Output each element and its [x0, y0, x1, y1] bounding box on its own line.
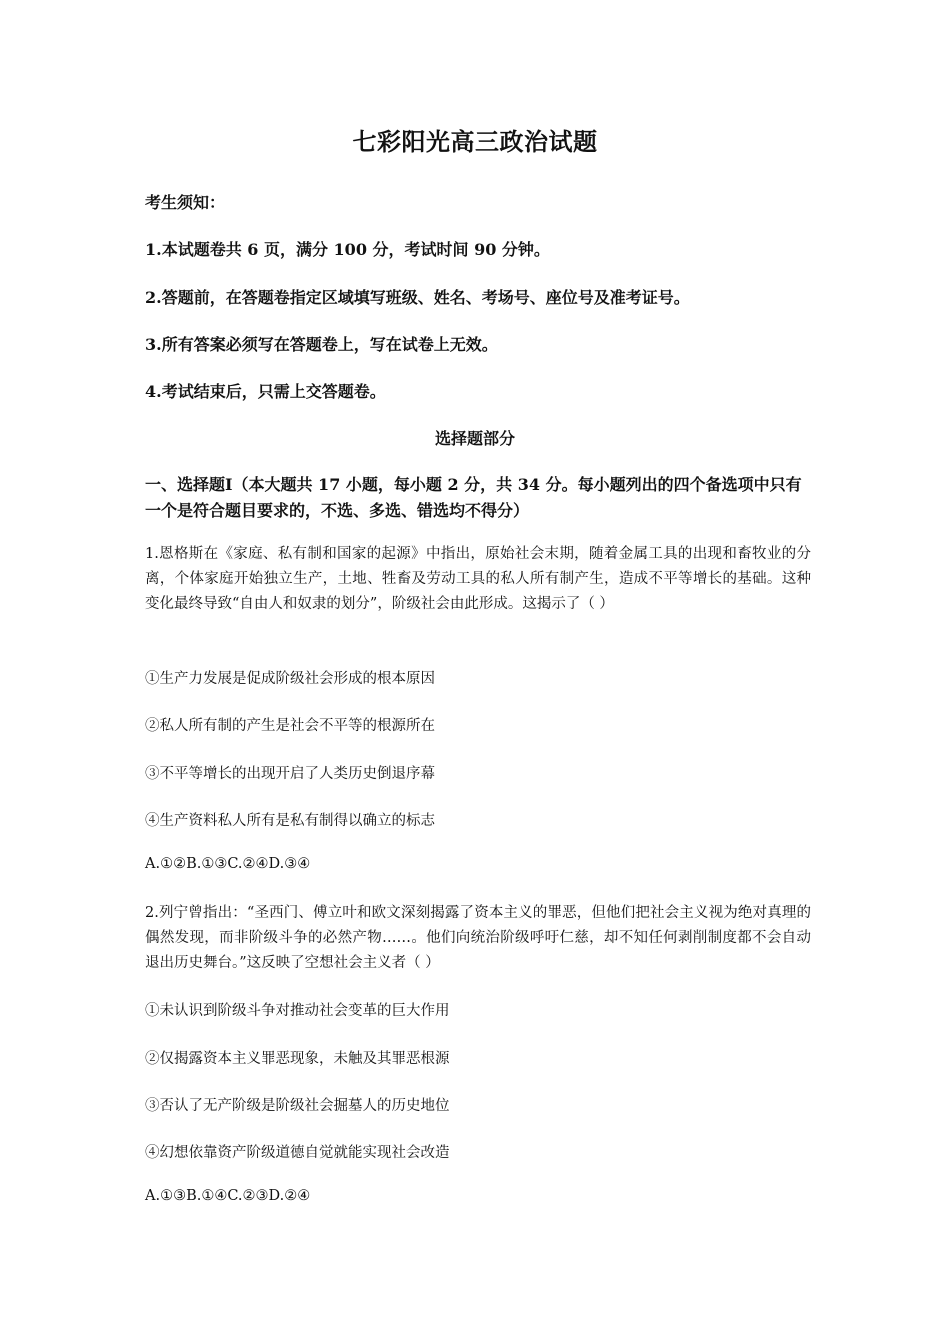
question-stem: 2.列宁曾指出：“圣西门、傅立叶和欧文深刻揭露了资本主义的罪恶，但他们把社会主义视为绝对真理的偶然发现，而非阶级斗争的必然产物……。他们向统治阶级呼吁仁慈，却不知任何剥削制度都不会自动退出历史舞台。”这反映了空想社会主义者（ ）: [145, 905, 811, 971]
question-choices: A.①③B.①④C.②③D.②④: [145, 1188, 311, 1204]
part-heading: 选择题部分: [434, 429, 515, 448]
question-statement: ④幻想依靠资产阶级道德自觉就能实现社会改造: [145, 1145, 450, 1161]
notice-item: 1.本试题卷共 6 页，满分 100 分，考试时间 90 分钟。: [145, 240, 550, 259]
notice-item: 4.考试结束后，只需上交答题卷。: [145, 382, 386, 401]
question-choices: A.①②B.①③C.②④D.③④: [145, 856, 311, 872]
exam-title: 七彩阳光高三政治试题: [352, 127, 598, 156]
question-statement: ②私人所有制的产生是社会不平等的根源所在: [145, 718, 435, 734]
question-statement: ④生产资料私人所有是私有制得以确立的标志: [145, 813, 435, 829]
notice-heading: 考生须知：: [145, 193, 226, 212]
question-statement: ①未认识到阶级斗争对推动社会变革的巨大作用: [145, 1003, 450, 1019]
question-statement: ①生产力发展是促成阶级社会形成的根本原因: [145, 671, 435, 687]
notice-item: 3.所有答案必须写在答题卷上，写在试卷上无效。: [145, 335, 498, 354]
question-statement: ③不平等增长的出现开启了人类历史倒退序幕: [145, 766, 435, 782]
question-stem: 1.恩格斯在《家庭、私有制和国家的起源》中指出，原始社会末期，随着金属工具的出现和畜牧业的分离，个体家庭开始独立生产，土地、牲畜及劳动工具的私人所有制产生，造成不平等增长的基础。这种变化最终导致“自由人和奴隶的划分”，阶级社会由此形成。这揭示了（ ）: [145, 546, 811, 612]
section-heading: 一、选择题Ⅰ（本大题共 17 小题，每小题 2 分，共 34 分。每小题列出的四个备选项中只有一个是符合题目要求的，不选、多选、错选均不得分）: [145, 475, 802, 520]
notice-item: 2.答题前，在答题卷指定区域填写班级、姓名、考场号、座位号及准考证号。: [145, 288, 690, 307]
question-statement: ②仅揭露资本主义罪恶现象，未触及其罪恶根源: [145, 1051, 450, 1067]
question-statement: ③否认了无产阶级是阶级社会掘墓人的历史地位: [145, 1098, 450, 1114]
